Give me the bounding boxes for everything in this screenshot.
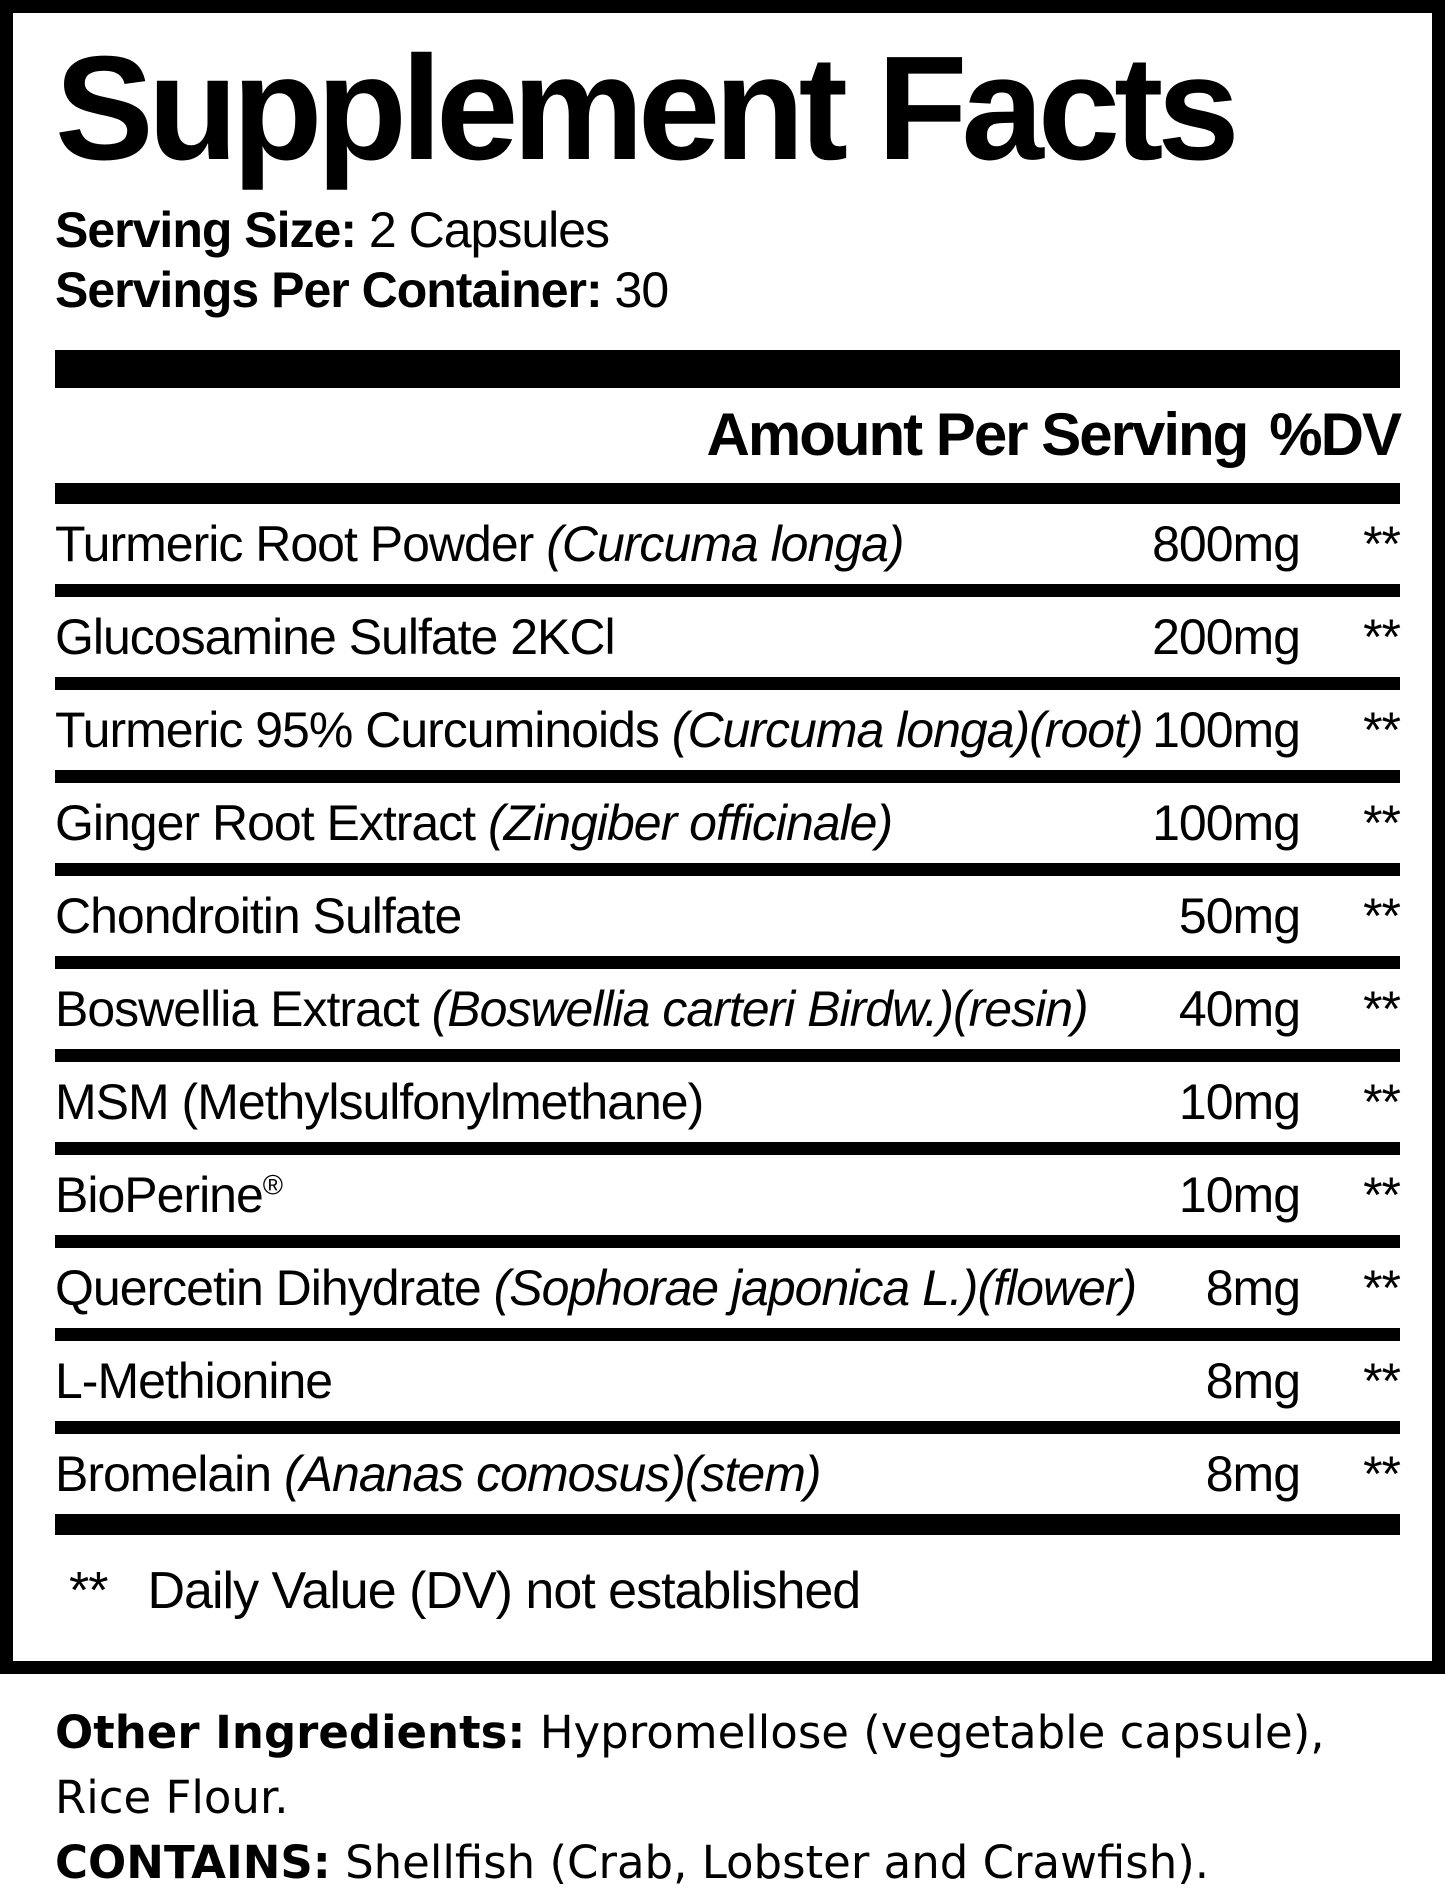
botanical-name: (Curcuma longa)(root) <box>671 702 1143 759</box>
ingredient-amount: 100mg <box>1152 795 1300 852</box>
ingredient-name: Turmeric 95% Curcuminoids <box>55 702 659 759</box>
ingredient-name: Glucosamine Sulfate 2KCl <box>55 609 615 666</box>
ingredient-amount: 10mg <box>1178 1074 1300 1131</box>
row-divider <box>55 956 1400 969</box>
dv-footnote <box>55 1535 1400 1661</box>
serving-size-value: 2 Capsules <box>368 202 610 259</box>
footnote-marker: ** <box>69 1562 108 1621</box>
row-divider <box>55 770 1400 783</box>
ingredient-name: Quercetin Dihydrate <box>55 1260 481 1317</box>
ingredient-row-turmeric-root-powder <box>55 504 1400 584</box>
ingredient-dv: ** <box>1363 981 1400 1038</box>
row-divider <box>55 1328 1400 1341</box>
ingredient-dv: ** <box>1363 888 1400 945</box>
botanical-name: (Boswellia carteri Birdw.)(resin) <box>431 981 1088 1038</box>
servings-per-container-value: 30 <box>614 262 669 319</box>
servings-per-container-line <box>55 260 1400 320</box>
ingredient-row-bioperine <box>55 1155 1400 1235</box>
row-divider <box>55 863 1400 876</box>
ingredient-name: Ginger Root Extract <box>55 795 476 852</box>
botanical-name: (Ananas comosus)(stem) <box>284 1446 821 1503</box>
ingredient-dv: ** <box>1363 1074 1400 1131</box>
contains-label: CONTAINS: <box>55 1836 331 1890</box>
ingredient-amount: 10mg <box>1178 1167 1300 1224</box>
ingredient-dv: ** <box>1363 1446 1400 1503</box>
serving-size-line <box>55 200 1400 260</box>
ingredient-row-bromelain <box>55 1434 1400 1514</box>
percent-dv-header: %DV <box>1269 401 1400 469</box>
divider-medium-header <box>55 483 1400 504</box>
botanical-name: (Curcuma longa) <box>546 516 904 573</box>
ingredient-row-l-methionine <box>55 1341 1400 1421</box>
row-divider <box>55 1235 1400 1248</box>
serving-info <box>55 200 1400 320</box>
botanical-name: (Zingiber officinale) <box>487 795 893 852</box>
ingredient-name: Bromelain <box>55 1446 272 1503</box>
ingredient-amount: 50mg <box>1178 888 1300 945</box>
other-ingredients-label: Other Ingredients: <box>55 1706 526 1760</box>
ingredient-name: MSM (Methylsulfonylmethane) <box>55 1074 704 1131</box>
ingredient-name: L-Methionine <box>55 1353 333 1410</box>
servings-per-container-label: Servings Per Container: <box>55 262 602 319</box>
other-ingredients-section <box>0 1674 1445 1895</box>
registered-trademark-symbol: ® <box>262 1169 283 1201</box>
ingredient-row-glucosamine-sulfate <box>55 597 1400 677</box>
ingredient-row-boswellia-extract <box>55 969 1400 1049</box>
botanical-name: (Sophorae japonica L.)(flower) <box>493 1260 1137 1317</box>
ingredient-dv: ** <box>1363 1353 1400 1410</box>
ingredient-name: Chondroitin Sulfate <box>55 888 462 945</box>
ingredient-row-quercetin-dihydrate <box>55 1248 1400 1328</box>
ingredient-dv: ** <box>1363 702 1400 759</box>
contains-line <box>55 1830 1400 1895</box>
row-divider <box>55 1049 1400 1062</box>
ingredient-dv: ** <box>1363 1260 1400 1317</box>
ingredient-amount: 200mg <box>1152 609 1300 666</box>
ingredient-dv: ** <box>1363 1167 1400 1224</box>
contains-text: Shellfish (Crab, Lobster and Crawfish). <box>345 1836 1210 1890</box>
row-divider <box>55 1421 1400 1434</box>
other-ingredients-line <box>55 1700 1400 1830</box>
divider-thick-bottom <box>55 1514 1400 1535</box>
divider-thick-top <box>55 350 1400 388</box>
ingredient-row-msm <box>55 1062 1400 1142</box>
ingredient-name: BioPerine <box>55 1167 263 1224</box>
ingredient-amount: 40mg <box>1178 981 1300 1038</box>
footnote-text: Daily Value (DV) not established <box>147 1562 861 1621</box>
ingredient-amount: 8mg <box>1205 1353 1300 1410</box>
ingredient-amount: 8mg <box>1205 1446 1300 1503</box>
ingredient-row-ginger-root-extract <box>55 783 1400 863</box>
ingredient-name: Turmeric Root Powder <box>55 516 534 573</box>
ingredient-amount: 100mg <box>1152 702 1300 759</box>
ingredient-row-turmeric-curcuminoids <box>55 690 1400 770</box>
serving-size-label: Serving Size: <box>55 202 356 259</box>
page-title: Supplement Facts <box>55 26 1234 191</box>
ingredient-dv: ** <box>1363 795 1400 852</box>
ingredient-amount: 8mg <box>1205 1260 1300 1317</box>
ingredient-name: Boswellia Extract <box>55 981 419 1038</box>
amount-per-serving-header: Amount Per Serving <box>706 401 1248 469</box>
row-divider <box>55 1142 1400 1155</box>
column-headers <box>55 388 1400 483</box>
ingredient-amount: 800mg <box>1152 516 1300 573</box>
ingredient-row-chondroitin-sulfate <box>55 876 1400 956</box>
other-ingredients-text: Hypromellose (vegetable capsule), Rice Flour. <box>55 1706 1325 1825</box>
row-divider <box>55 584 1400 597</box>
ingredient-dv: ** <box>1363 609 1400 666</box>
row-divider <box>55 677 1400 690</box>
ingredient-dv: ** <box>1363 516 1400 573</box>
